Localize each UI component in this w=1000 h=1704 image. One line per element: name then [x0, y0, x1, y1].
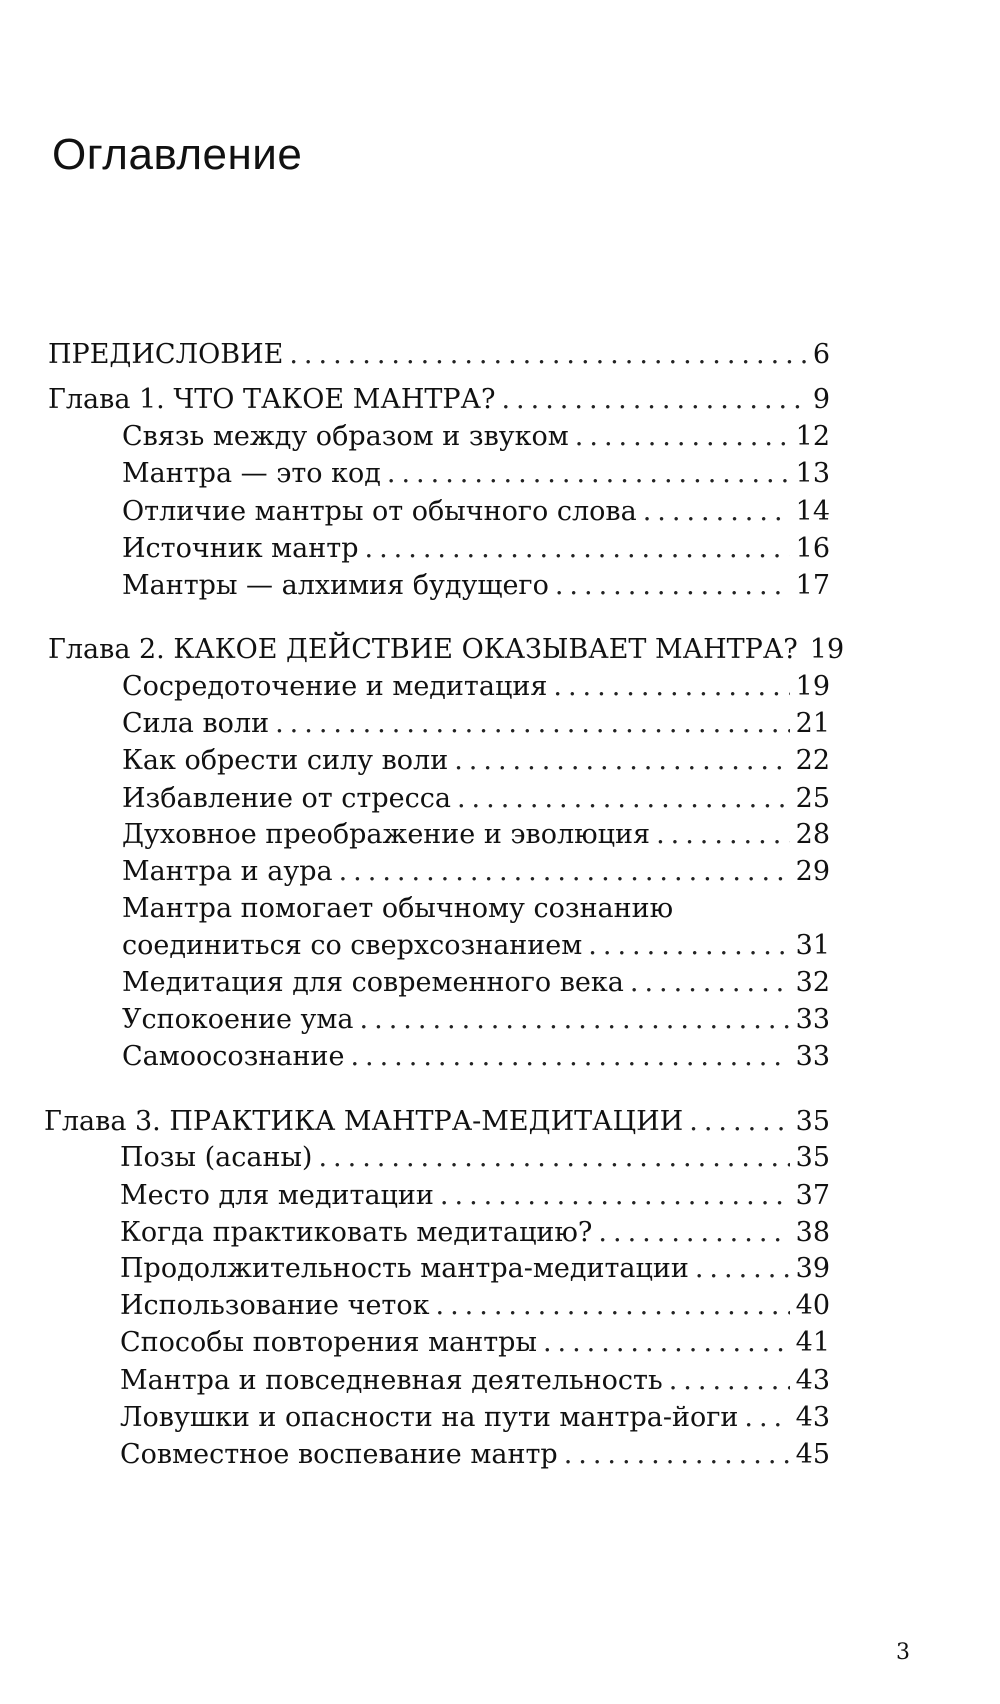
toc-entry-label: Самоосознание [122, 1041, 345, 1072]
toc-entry-label-continued: соединиться со сверхсознанием [122, 930, 583, 961]
toc-entry-label: Успокоение ума [122, 1004, 354, 1035]
toc-entry-page: 9 [812, 384, 830, 415]
toc-entry-page: 19 [809, 634, 845, 665]
dot-leader [564, 1438, 790, 1472]
dot-leader [457, 782, 790, 816]
dot-leader [656, 818, 790, 852]
chapter-title: Глава 1. ЧТО ТАКОЕ МАНТРА? [48, 384, 496, 415]
dot-leader [289, 338, 806, 372]
dot-leader [440, 1179, 790, 1213]
toc-entry [120, 1252, 830, 1286]
toc-entry-label: Ловушки и опасности на пути мантра-йоги [120, 1402, 739, 1433]
chapter-title: Глава 3. ПРАКТИКА МАНТРА-МЕДИТАЦИИ [44, 1106, 684, 1137]
toc-entry-label: Сила воли [122, 708, 270, 739]
dot-leader [339, 855, 790, 889]
toc-entry [122, 420, 830, 454]
toc-entry-page: 39 [795, 1253, 830, 1284]
toc-entry [120, 1289, 830, 1323]
toc-entry-page: 38 [795, 1217, 830, 1248]
toc-entry-label: Мантра и повседневная деятельность [120, 1365, 663, 1396]
toc-chapter-3 [44, 1105, 830, 1139]
toc-entry-page: 17 [795, 570, 830, 601]
toc-entry [122, 782, 830, 816]
toc-entry [122, 855, 830, 889]
dot-leader [588, 929, 789, 963]
toc-entry-page: 16 [795, 533, 830, 564]
toc-entry-page: 13 [795, 458, 830, 489]
toc-entry-label: Мантра и аура [122, 856, 333, 887]
toc-entry [120, 1179, 830, 1213]
toc-entry-page: 41 [795, 1327, 830, 1358]
toc-entry-label: Позы (асаны) [120, 1142, 313, 1173]
toc-entry-label: Мантры — алхимия будущего [122, 570, 549, 601]
toc-entry-page: 14 [795, 496, 830, 527]
toc-entry-page: 25 [795, 783, 830, 814]
toc-entry [122, 532, 830, 566]
page-number: 3 [896, 1640, 910, 1665]
toc-entry-first-line [122, 892, 830, 926]
dot-leader [454, 744, 789, 778]
dot-leader [387, 457, 790, 491]
toc-entry-page: 40 [795, 1290, 830, 1321]
toc-entry-label: Избавление от стресса [122, 783, 451, 814]
dot-leader [543, 1326, 790, 1360]
dot-leader [643, 495, 790, 529]
toc-entry-page: 33 [795, 1004, 830, 1035]
toc-entry-label: Источник мантр [122, 533, 359, 564]
toc-entry [122, 1003, 830, 1037]
toc-entry-page: 22 [795, 745, 830, 776]
toc-entry-page: 45 [795, 1439, 830, 1470]
toc-entry-page: 6 [812, 339, 830, 370]
dot-leader [555, 569, 790, 603]
toc-entry-label: Использование четок [120, 1290, 430, 1321]
toc-entry [122, 670, 830, 704]
toc-entry-page: 35 [795, 1106, 830, 1137]
dot-leader [669, 1364, 790, 1398]
toc-entry [122, 818, 830, 852]
toc-entry [122, 457, 830, 491]
toc-entry [122, 707, 830, 741]
toc-entry-label: Духовное преображение и эволюция [122, 819, 651, 850]
toc-entry-label: Связь между образом и звуком [122, 421, 569, 452]
toc-entry-page: 31 [795, 930, 830, 961]
toc-entry-label: Мантра помогает обычному сознанию [122, 893, 674, 924]
dot-leader [553, 670, 789, 704]
toc-entry-page: 33 [795, 1041, 830, 1072]
dot-leader [689, 1105, 789, 1139]
toc-entry [122, 1040, 830, 1074]
dot-leader [350, 1040, 789, 1074]
toc-entry [120, 1364, 830, 1398]
toc-entry-label: Продолжительность мантра-медитации [120, 1253, 689, 1284]
dot-leader [501, 383, 806, 417]
dot-leader [275, 707, 790, 741]
dot-leader [744, 1401, 789, 1435]
dot-leader [695, 1252, 790, 1286]
toc-entry [122, 569, 830, 603]
dot-leader [598, 1216, 789, 1250]
dot-leader [575, 420, 790, 454]
dot-leader [360, 1003, 790, 1037]
toc-entry-page: 12 [795, 421, 830, 452]
toc-entry [120, 1326, 830, 1360]
toc-entry-page: 29 [795, 856, 830, 887]
toc-entry-page: 43 [795, 1402, 830, 1433]
toc-entry-page: 28 [795, 819, 830, 850]
toc-entry-label: Сосредоточение и медитация [122, 671, 548, 702]
toc-entry-label: Отличие мантры от обычного слова [122, 496, 637, 527]
toc-entry-label: ПРЕДИСЛОВИЕ [48, 339, 284, 370]
toc-entry [122, 966, 830, 1000]
toc-chapter-1 [48, 383, 830, 417]
chapter-title: Глава 2. КАКОЕ ДЕЙСТВИЕ ОКАЗЫВАЕТ МАНТРА? [48, 634, 798, 665]
dot-leader [436, 1289, 790, 1323]
toc-entry-label: Когда практиковать медитацию? [120, 1217, 593, 1248]
toc-entry-page: 43 [795, 1365, 830, 1396]
toc-entry-label: Совместное воспевание мантр [120, 1439, 558, 1470]
dot-leader [630, 966, 790, 1000]
dot-leader [364, 532, 789, 566]
toc-entry-label: Как обрести силу воли [122, 745, 449, 776]
toc-entry [120, 1401, 830, 1435]
toc-entry [122, 929, 830, 963]
toc-chapter-2 [48, 633, 845, 667]
toc-entry-label: Место для медитации [120, 1180, 434, 1211]
toc-entry [120, 1141, 830, 1175]
toc-entry [122, 744, 830, 778]
toc-entry [120, 1216, 830, 1250]
toc-entry [120, 1438, 830, 1472]
toc-entry-page: 37 [795, 1180, 830, 1211]
toc-entry-label: Медитация для современного века [122, 967, 624, 998]
toc-entry-page: 35 [795, 1142, 830, 1173]
toc-entry-preface [48, 338, 830, 372]
toc-entry-page: 21 [795, 708, 830, 739]
toc-entry-page: 19 [795, 671, 830, 702]
dot-leader [318, 1141, 789, 1175]
toc-entry [122, 495, 830, 529]
toc-entry-page: 32 [795, 967, 830, 998]
page-title: Оглавление [52, 130, 303, 179]
toc-entry-label: Способы повторения мантры [120, 1327, 537, 1358]
toc-entry-label: Мантра — это код [122, 458, 381, 489]
